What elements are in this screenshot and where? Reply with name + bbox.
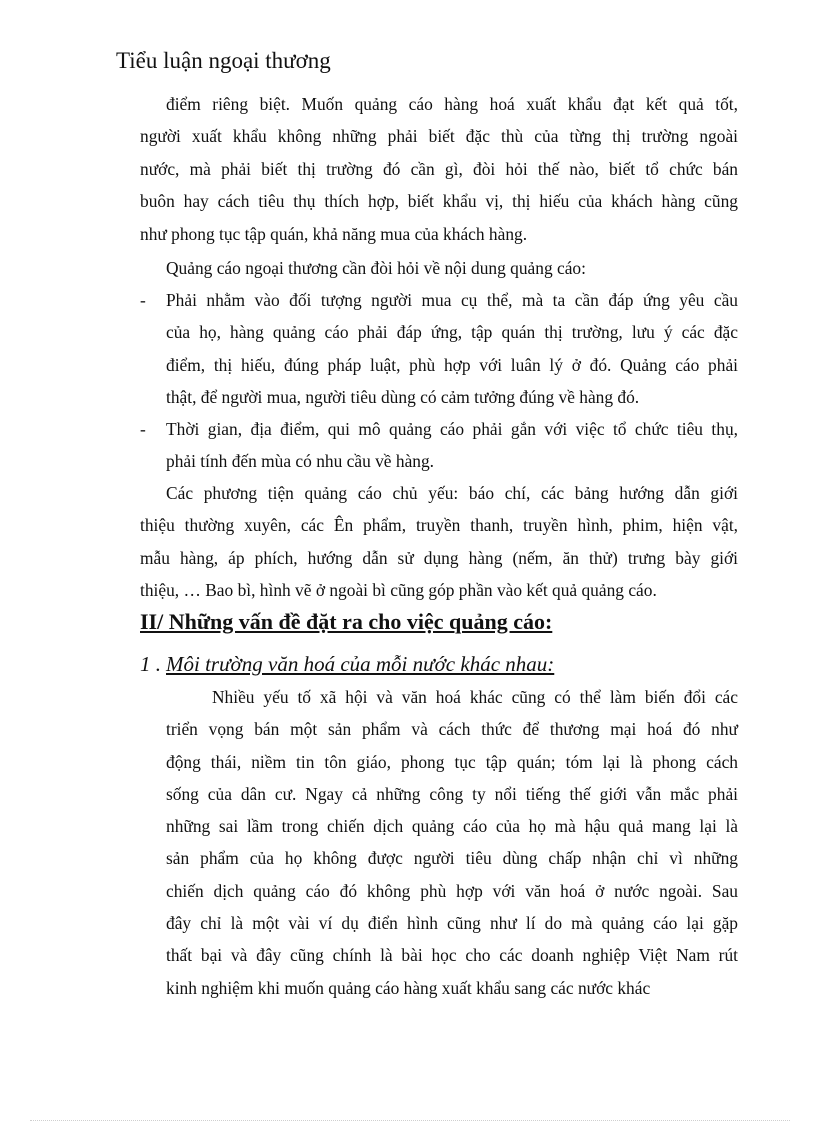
text-line: nước, mà phải biết thị trường đó cần gì, đòi hỏi thế nào, biết tổ chức bán [140, 158, 738, 179]
text-line: phải tính đến mùa có nhu cầu về hàng. [166, 451, 435, 472]
text-line: Quảng cáo ngoại thương cần đòi hỏi về nội dung quảng cáo: [166, 258, 586, 278]
text-line: thiệu thường xuyên, các Ên phẩm, truyền thanh, truyền hình, phim, hiện vật, [140, 515, 738, 536]
text-line: điểm riêng biệt. Muốn quảng cáo hàng hoá xuất khẩu đạt kết quả tốt, [166, 94, 738, 114]
text-line: thiệu, … Bao bì, hình vẽ ở ngoài bì cũng góp phần vào kết quả quảng cáo. [140, 580, 657, 601]
text-line: thất bại và đây cũng chính là bài học cho các doanh nghiệp Việt Nam rút [166, 945, 738, 966]
paragraph-cultural-environment [166, 681, 738, 1004]
paragraph-requirements-intro [140, 252, 738, 284]
text-line: như phong tục tập quán, khả năng mua của khách hàng. [140, 223, 528, 244]
text-line: chiến dịch quảng cáo đó không phù hợp với văn hoá ở nước ngoài. Sau [166, 880, 738, 901]
text-line: của họ, hàng quảng cáo phải đáp ứng, tập quán thị trường, lưu ý các đặc [166, 322, 738, 343]
section-heading: II/ Những vấn đề đặt ra cho việc quảng cáo: [140, 609, 553, 634]
text-line: đây chỉ là một vài ví dụ điển hình cũng như lí do mà quảng cáo lại gặp [166, 913, 738, 934]
text-line: triển vọng bán một sản phẩm và cách thức để thương mại hoá đó như [166, 719, 738, 740]
subsection-number: 1 . [140, 652, 161, 676]
text-line: thật, để người mua, người tiêu dùng có cảm tưởng đúng về hàng đó. [166, 387, 640, 408]
bullet-marker: - [140, 290, 146, 310]
paragraph-advertising-media [140, 477, 738, 607]
page-bottom-divider [30, 1120, 790, 1121]
text-line: Nhiều yếu tố xã hội và văn hoá khác cũng có thể làm biến đổi các [212, 687, 738, 707]
subsection-title: Môi trường văn hoá của mỗi nước khác nhau: [166, 652, 555, 676]
text-line: sống của dân cư. Ngay cả những công ty nổi tiếng thế giới vẫn mắc phải [166, 783, 738, 804]
subsection-heading [140, 648, 554, 680]
text-line: sản phẩm của họ không được người tiêu dùng chấp nhận chỉ vì những [166, 848, 738, 869]
text-line: điểm, thị hiếu, đúng pháp luật, phù hợp với luân lý ở đó. Quảng cáo phải [166, 354, 738, 375]
text-line: những sai lầm trong chiến dịch quảng cáo của họ mà hậu quả mang lại là [166, 816, 738, 837]
text-line: Các phương tiện quảng cáo chủ yếu: báo chí, các bảng hướng dẫn giới [166, 483, 738, 503]
text-line: Thời gian, địa điểm, qui mô quảng cáo phải gắn với việc tổ chức tiêu thụ, [166, 419, 738, 439]
bullet-marker: - [140, 419, 146, 439]
bullet-item [140, 284, 738, 414]
text-line: Phải nhằm vào đối tượng người mua cụ thể, mà ta cần đáp ứng yêu cầu [166, 290, 738, 310]
text-line: động thái, niềm tin tôn giáo, phong tục tập quán; tóm lại là phong cách [166, 751, 738, 772]
text-line: người xuất khẩu không những phải biết đặc thù của từng thị trường ngoài [140, 126, 738, 147]
paragraph-continuation [140, 88, 738, 250]
text-line: mẫu hàng, áp phích, hướng dẫn sử dụng hàng (nếm, ăn thử) trưng bày giới [140, 547, 738, 568]
text-line: buôn hay cách tiêu thụ thích hợp, biết khẩu vị, thị hiếu của khách hàng cũng [140, 191, 738, 212]
page-header-title: Tiểu luận ngoại thương [116, 48, 331, 73]
bullet-item [140, 413, 738, 478]
text-line: kinh nghiệm khi muốn quảng cáo hàng xuất khẩu sang các nước khác [166, 977, 651, 998]
